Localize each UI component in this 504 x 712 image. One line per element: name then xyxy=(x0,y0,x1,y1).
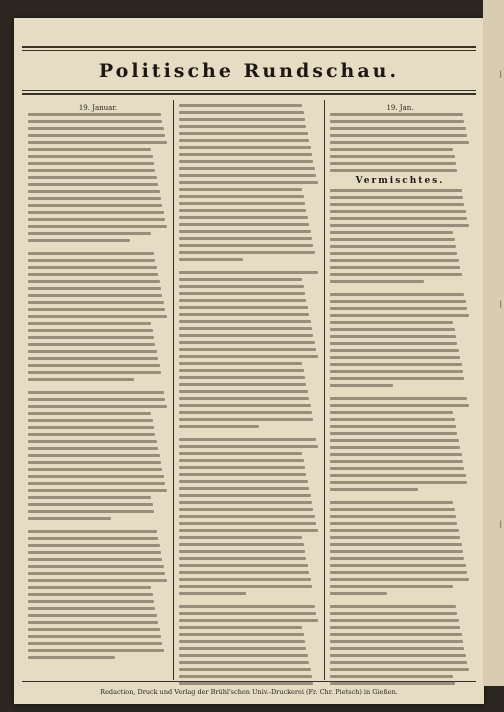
text-line xyxy=(28,586,151,589)
text-line xyxy=(28,544,160,547)
text-line xyxy=(179,619,318,622)
text-line xyxy=(28,621,158,624)
text-line xyxy=(28,433,155,436)
text-line xyxy=(179,202,305,205)
text-line xyxy=(179,397,309,400)
text-line xyxy=(28,600,154,603)
column-divider-2 xyxy=(324,100,325,680)
edge-mark: | xyxy=(499,300,502,308)
text-line xyxy=(330,647,464,650)
text-line xyxy=(330,432,457,435)
text-line xyxy=(179,592,246,595)
text-line xyxy=(179,647,306,650)
text-line xyxy=(28,197,161,200)
text-line xyxy=(330,397,467,400)
text-line xyxy=(330,488,418,491)
text-line xyxy=(179,292,305,295)
text-line xyxy=(179,682,313,685)
text-line xyxy=(179,661,309,664)
text-line xyxy=(179,668,311,671)
text-line xyxy=(179,536,302,539)
text-line xyxy=(330,633,462,636)
text-line xyxy=(28,134,165,137)
text-line xyxy=(28,169,155,172)
adjacent-page-edge xyxy=(483,0,504,686)
text-line xyxy=(28,496,151,499)
text-line xyxy=(179,313,309,316)
page-title: Politische Rundschau. xyxy=(98,60,400,82)
text-line xyxy=(330,585,453,588)
text-line xyxy=(28,510,154,513)
text-line xyxy=(330,411,453,414)
text-line xyxy=(330,453,462,456)
text-line xyxy=(28,405,167,408)
column-1-date: 19. Januar. xyxy=(78,104,118,112)
text-line xyxy=(179,640,305,643)
text-line xyxy=(330,515,456,518)
footer-rule xyxy=(22,681,476,682)
text-line xyxy=(330,120,464,123)
text-line xyxy=(179,341,315,344)
text-line xyxy=(330,273,462,276)
text-line xyxy=(330,335,456,338)
text-line xyxy=(28,308,165,311)
text-line xyxy=(28,378,134,381)
text-line xyxy=(179,258,243,261)
text-line xyxy=(330,113,463,116)
text-line xyxy=(28,572,165,575)
text-line xyxy=(28,301,164,304)
text-line xyxy=(330,155,455,158)
text-line xyxy=(179,327,312,330)
text-line xyxy=(28,565,164,568)
text-line xyxy=(330,314,469,317)
text-line xyxy=(330,418,455,421)
text-line xyxy=(330,162,456,165)
text-line xyxy=(330,508,455,511)
text-line xyxy=(330,612,457,615)
text-line xyxy=(28,551,161,554)
text-line xyxy=(28,155,153,158)
text-line xyxy=(330,522,457,525)
text-line xyxy=(330,571,467,574)
text-line xyxy=(179,438,316,441)
text-line xyxy=(179,585,312,588)
text-line xyxy=(330,661,467,664)
text-line xyxy=(179,675,312,678)
text-line xyxy=(330,605,456,608)
text-line xyxy=(330,210,466,213)
text-line xyxy=(28,371,161,374)
text-line xyxy=(179,578,311,581)
text-line xyxy=(179,174,316,177)
text-line xyxy=(330,280,424,283)
text-line xyxy=(179,459,304,462)
text-line xyxy=(28,454,160,457)
text-line xyxy=(330,640,463,643)
text-line xyxy=(179,418,313,421)
text-line xyxy=(330,370,463,373)
text-line xyxy=(28,530,157,533)
text-line xyxy=(330,543,462,546)
text-line xyxy=(179,285,304,288)
text-line xyxy=(179,362,302,365)
text-line xyxy=(330,384,393,387)
text-line xyxy=(330,529,459,532)
text-line xyxy=(179,299,306,302)
text-line xyxy=(28,468,162,471)
text-line xyxy=(330,675,453,678)
text-line xyxy=(28,183,158,186)
text-line xyxy=(179,543,304,546)
text-line xyxy=(330,446,460,449)
text-line xyxy=(330,259,459,262)
text-line xyxy=(330,536,460,539)
text-line xyxy=(28,287,161,290)
text-line xyxy=(28,266,157,269)
text-line xyxy=(28,558,162,561)
text-line xyxy=(28,503,153,506)
text-line xyxy=(28,628,160,631)
text-line xyxy=(179,104,302,107)
text-line xyxy=(28,398,165,401)
text-line xyxy=(179,383,306,386)
text-line xyxy=(28,656,115,659)
text-line xyxy=(330,307,467,310)
text-line xyxy=(179,473,306,476)
column-1-text xyxy=(28,113,168,659)
text-line xyxy=(330,141,469,144)
text-line xyxy=(28,642,162,645)
text-line xyxy=(179,306,308,309)
text-line xyxy=(28,204,162,207)
text-line xyxy=(330,245,456,248)
text-line xyxy=(330,550,463,553)
title-rule xyxy=(22,90,476,91)
text-line xyxy=(28,225,167,228)
text-line xyxy=(330,349,459,352)
text-line xyxy=(28,113,161,116)
text-line xyxy=(330,626,460,629)
text-line xyxy=(330,460,463,463)
text-line xyxy=(330,231,453,234)
text-line xyxy=(330,619,459,622)
text-line xyxy=(28,593,153,596)
text-line xyxy=(28,357,158,360)
text-line xyxy=(28,252,154,255)
text-line xyxy=(330,557,464,560)
text-line xyxy=(179,564,308,567)
text-line xyxy=(179,369,304,372)
text-line xyxy=(179,515,315,518)
text-line xyxy=(330,668,469,671)
text-line xyxy=(28,412,151,415)
text-line xyxy=(179,376,305,379)
text-line xyxy=(330,578,469,581)
imprint-line: Redaction, Druck und Verlag der Brühl'schen Univ.-Druckerei (Fr. Chr. Pietsch) in Gießen. xyxy=(100,688,398,696)
text-line xyxy=(28,489,167,492)
section-heading: Vermischtes. xyxy=(355,176,445,186)
column-3-date: 19. Jan. xyxy=(386,104,414,112)
text-line xyxy=(330,224,469,227)
text-line xyxy=(179,160,313,163)
text-line xyxy=(28,517,111,520)
text-line xyxy=(179,529,318,532)
text-line xyxy=(28,391,164,394)
column-1 xyxy=(28,104,168,663)
text-line xyxy=(179,425,259,428)
text-line xyxy=(28,232,151,235)
text-line xyxy=(28,635,161,638)
text-line xyxy=(28,447,158,450)
text-line xyxy=(28,280,160,283)
text-line xyxy=(330,169,457,172)
text-line xyxy=(179,230,311,233)
text-line xyxy=(179,153,312,156)
text-line xyxy=(28,649,164,652)
text-line xyxy=(330,266,460,269)
text-line xyxy=(330,363,462,366)
text-line xyxy=(179,111,304,114)
text-line xyxy=(179,244,313,247)
text-line xyxy=(28,343,155,346)
text-line xyxy=(330,474,466,477)
text-line xyxy=(330,300,466,303)
text-line xyxy=(28,162,154,165)
text-line xyxy=(179,237,312,240)
text-line xyxy=(179,411,312,414)
column-2 xyxy=(179,104,319,689)
text-line xyxy=(179,216,308,219)
text-line xyxy=(330,238,455,241)
text-line xyxy=(179,125,306,128)
text-line xyxy=(179,167,315,170)
text-line xyxy=(28,607,155,610)
text-line xyxy=(179,355,318,358)
text-line xyxy=(330,654,466,657)
text-line xyxy=(330,467,464,470)
text-line xyxy=(330,564,466,567)
text-line xyxy=(179,334,313,337)
text-line xyxy=(179,612,316,615)
text-line xyxy=(28,329,153,332)
text-line xyxy=(179,605,315,608)
text-line xyxy=(28,475,164,478)
text-line xyxy=(28,614,157,617)
text-line xyxy=(330,196,463,199)
text-line xyxy=(179,278,302,281)
text-line xyxy=(330,328,455,331)
text-line xyxy=(179,181,318,184)
text-line xyxy=(28,120,162,123)
text-line xyxy=(179,188,302,191)
text-line xyxy=(179,480,308,483)
top-rule-thin xyxy=(22,50,476,51)
text-line xyxy=(28,426,154,429)
text-line xyxy=(28,350,157,353)
text-line xyxy=(330,252,457,255)
text-line xyxy=(330,217,467,220)
text-line xyxy=(179,466,305,469)
text-line xyxy=(330,481,467,484)
column-2-text xyxy=(179,104,319,685)
text-line xyxy=(179,522,316,525)
text-line xyxy=(330,501,453,504)
text-line xyxy=(330,377,464,380)
text-line xyxy=(28,336,154,339)
text-line xyxy=(179,251,315,254)
text-line xyxy=(28,294,162,297)
title-rule-thick xyxy=(22,93,476,95)
column-3-text-upper xyxy=(330,113,470,172)
text-line xyxy=(330,127,466,130)
edge-mark: | xyxy=(499,70,502,78)
top-rule xyxy=(22,46,476,48)
text-line xyxy=(179,209,306,212)
text-line xyxy=(179,633,304,636)
text-line xyxy=(330,342,457,345)
text-line xyxy=(28,273,158,276)
text-line xyxy=(28,364,160,367)
text-line xyxy=(28,482,165,485)
text-line xyxy=(28,259,155,262)
text-line xyxy=(179,487,309,490)
text-line xyxy=(28,176,157,179)
text-line xyxy=(179,445,318,448)
text-line xyxy=(28,537,158,540)
text-line xyxy=(179,557,306,560)
text-line xyxy=(28,322,151,325)
text-line xyxy=(28,148,151,151)
text-line xyxy=(330,439,459,442)
text-line xyxy=(330,148,453,151)
newspaper-page xyxy=(14,18,484,704)
text-line xyxy=(179,146,311,149)
text-line xyxy=(179,550,305,553)
text-line xyxy=(330,356,460,359)
text-line xyxy=(330,425,456,428)
text-line xyxy=(330,134,467,137)
text-line xyxy=(330,592,387,595)
text-line xyxy=(330,293,464,296)
text-line xyxy=(330,189,462,192)
text-line xyxy=(330,404,469,407)
text-line xyxy=(179,320,311,323)
column-3 xyxy=(330,104,470,689)
text-line xyxy=(28,419,153,422)
text-line xyxy=(28,315,167,318)
text-line xyxy=(179,501,312,504)
text-line xyxy=(179,348,316,351)
text-line xyxy=(179,223,309,226)
text-line xyxy=(179,494,311,497)
text-line xyxy=(179,132,308,135)
text-line xyxy=(179,390,308,393)
text-line xyxy=(179,508,313,511)
column-3-text-lower xyxy=(330,189,470,685)
text-line xyxy=(28,440,157,443)
text-line xyxy=(179,271,318,274)
text-line xyxy=(28,127,164,130)
text-line xyxy=(28,218,165,221)
text-line xyxy=(179,195,304,198)
text-line xyxy=(179,654,308,657)
text-line xyxy=(28,211,164,214)
text-line xyxy=(179,626,302,629)
text-line xyxy=(179,571,309,574)
text-line xyxy=(28,141,167,144)
text-line xyxy=(330,321,453,324)
text-line xyxy=(28,461,161,464)
text-line xyxy=(28,239,130,242)
text-line xyxy=(330,203,464,206)
column-divider-1 xyxy=(173,100,174,680)
text-line xyxy=(179,118,305,121)
text-line xyxy=(330,682,455,685)
edge-mark: | xyxy=(499,520,502,528)
text-line xyxy=(28,190,160,193)
text-line xyxy=(28,579,167,582)
text-line xyxy=(179,452,302,455)
text-line xyxy=(179,139,309,142)
text-line xyxy=(179,404,311,407)
